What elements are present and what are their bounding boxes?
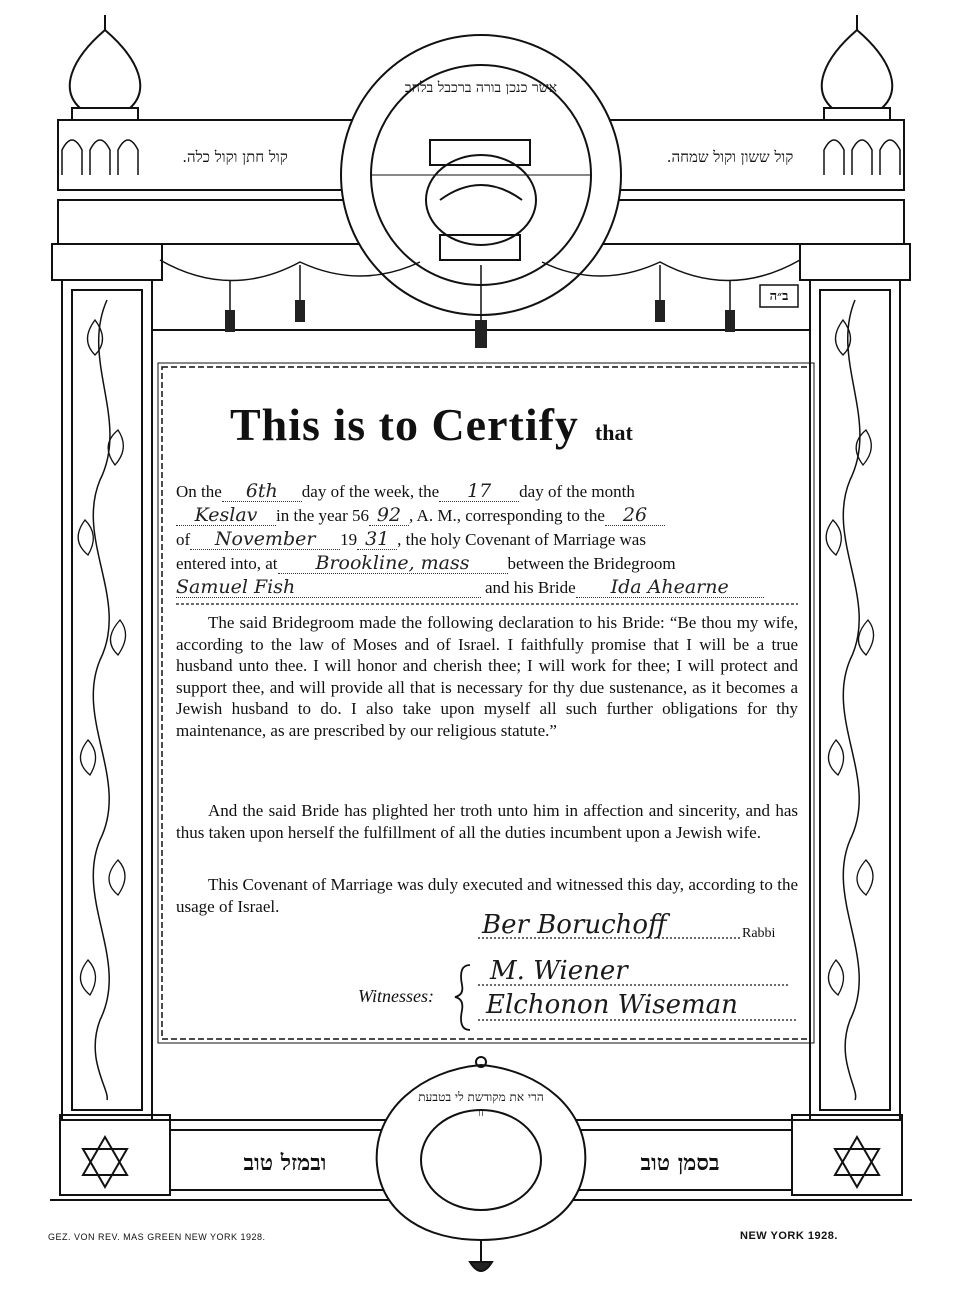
rabbi-signature: Ber Boruchoff: [482, 910, 667, 940]
month-value: Keslav: [176, 505, 276, 526]
printer-credit-left: GEZ. VON REV. MAS GREEN NEW YORK 1928.: [48, 1232, 266, 1242]
declaration-paragraph: The said Bridegroom made the following declaration to his Bride: “Be thou my wife, according to the law of Moses and of Israel. I faithfully promise that I will be a true husband unto thee. I will honor and cherish thee; I will work for thee; I will protect and support thee, and will provide all that is necessary for thy due sustenance, as it becomes a Jewish husband to do. I also take upon myself all such further obligations for thy maintenance, as are prescribed by our religious statute.”: [176, 613, 798, 740]
form-line-1: [176, 481, 798, 502]
form-line-5: [176, 577, 798, 598]
printer-credit-right: NEW YORK 1928.: [740, 1230, 838, 1242]
label-year-prefix: 19: [340, 530, 358, 549]
form-line-4: [176, 553, 798, 574]
hebrew-voice-groom-bride: קול חתן וקול כלה.: [182, 148, 288, 166]
year-value: 92: [369, 505, 409, 526]
form-line-3: [176, 529, 798, 550]
day-of-week-value: 6th: [222, 481, 302, 502]
label-in-the-year: in the year 56: [276, 506, 369, 525]
hebrew-good-sign: בסמן טוב: [640, 1150, 720, 1176]
title-suffix: that: [594, 420, 633, 445]
label-of: of: [176, 530, 191, 549]
label-between: between the Bridegroom: [507, 554, 676, 573]
certificate-title: [230, 398, 633, 451]
civil-month-value: November: [190, 529, 340, 550]
label-day-of-week: day of the week, the: [301, 482, 440, 501]
bride-paragraph: And the said Bride has plighted her troth unto him in affection and sincerity, and has thus taken upon herself the fulfillment of all the duties incumbent upon a Jewish wife.: [176, 801, 798, 842]
witnesses-label: Witnesses:: [358, 986, 434, 1006]
groom-value: Samuel Fish: [176, 577, 481, 598]
hebrew-good-fortune: ובמזל טוב: [243, 1150, 327, 1176]
witnessed-paragraph: This Covenant of Marriage was duly executed and witnessed this day, according to the usage of Israel.: [176, 875, 798, 916]
label-day-of-month: day of the month: [519, 482, 635, 501]
civil-year-value: 31: [357, 529, 397, 550]
ring-medallion-text: הרי את מקודשת לי בטבעת זו: [418, 1090, 544, 1119]
medallion-arc-text: אשר כנכן בורה ברכבל בלחב: [404, 80, 558, 96]
label-and-bride: and his Bride: [485, 578, 576, 597]
witness-1-signature: M. Wiener: [490, 956, 628, 986]
witness-2-signature: Elchonon Wiseman: [486, 990, 738, 1020]
hebrew-voice-joy: קול ששון וקול שמחה.: [666, 148, 794, 166]
title-main: This is to Certify: [230, 399, 579, 450]
label-am-corresponding: , A. M., corresponding to the: [409, 506, 605, 525]
label-holy-covenant: , the holy Covenant of Marriage was: [397, 530, 646, 549]
date-value: 26: [605, 505, 665, 526]
place-value: Brookline, mass: [278, 553, 508, 574]
bride-value: Ida Ahearne: [576, 577, 764, 598]
label-on-the: On the: [176, 482, 222, 501]
form-line-2: [176, 505, 798, 526]
label-entered-into: entered into, at: [176, 554, 278, 573]
rabbi-label: Rabbi: [742, 926, 776, 941]
bh-mark: ב״ה: [769, 289, 789, 304]
day-value: 17: [439, 481, 519, 502]
